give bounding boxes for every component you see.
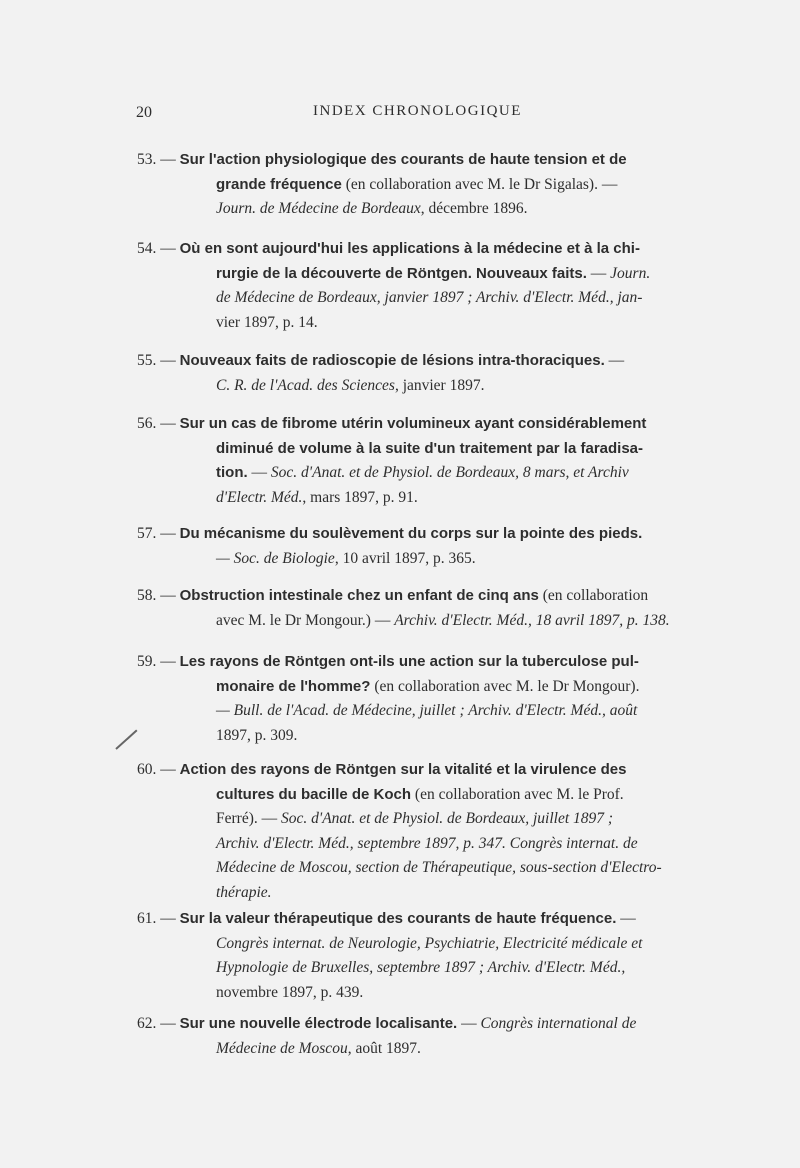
entry-detail: — [247, 464, 271, 481]
entry-number: 54. — [137, 240, 180, 257]
entry-title: Sur la valeur thérapeutique des courants de haute fréquence. [179, 910, 617, 927]
entry-line [137, 584, 727, 609]
entry-title: Sur l'action physiologique des courants de haute tension et de [179, 151, 627, 168]
entry-line [137, 486, 727, 511]
entry-source: thérapie. [216, 883, 272, 901]
entry-source: Archiv. d'Electr. Méd., 18 avril 1897, p. 138. [394, 611, 670, 629]
bibliography-entry [137, 349, 727, 398]
bibliography-entry [137, 584, 727, 633]
entry-source: — Soc. de Biologie [216, 549, 335, 567]
bibliography-entry [137, 758, 727, 905]
entry-title: Où en sont aujourd'hui les applications à la médecine et à la chi- [179, 240, 640, 257]
entry-detail: , décembre 1896. [420, 200, 528, 217]
entry-line [137, 197, 727, 222]
entry-line [137, 724, 727, 749]
entry-source: Médecine de Moscou [216, 1039, 348, 1057]
entry-detail: — [457, 1015, 481, 1032]
entry-title: Nouveaux faits de radioscopie de lésions intra-thoraciques. [179, 352, 605, 369]
entry-line [137, 758, 727, 783]
entry-source: Soc. d'Anat. et de Physiol. de Bordeaux, juillet 1897 ; [281, 810, 614, 827]
entry-line [137, 237, 727, 262]
entry-title: diminué de volume à la suite d'un traitement par la faradisa- [216, 439, 644, 457]
entry-line [137, 349, 727, 374]
entry-title: Obstruction intestinale chez un enfant de cinq ans [179, 587, 539, 604]
entry-line [137, 981, 727, 1006]
bibliography-entry [137, 650, 727, 748]
entry-detail: , 10 avril 1897, p. 365. [334, 549, 476, 567]
entry-detail: — [586, 264, 611, 282]
entry-number: 59. — [137, 653, 180, 670]
entry-number: 62. — [137, 1015, 180, 1032]
entry-detail: (en collaboration avec M. le Dr Mongour). [370, 677, 640, 695]
entry-detail: — [604, 352, 625, 369]
entry-source: Archiv. d'Electr. Méd., septembre 1897, p. 347. Congrès internat. de [216, 834, 638, 852]
entry-detail: vier 1897, p. 14. [216, 313, 318, 331]
entry-line [137, 461, 727, 486]
entry-number: 56. — [137, 415, 180, 432]
entry-line [137, 286, 727, 311]
entry-line [137, 956, 727, 981]
entry-line [137, 173, 727, 198]
entry-title: tion. [216, 464, 248, 481]
bibliography-entry [137, 148, 727, 222]
entry-line [137, 932, 727, 957]
entry-line [137, 437, 727, 462]
entry-source: Journ. [610, 264, 651, 282]
entry-line [137, 650, 727, 675]
entry-source: Hypnologie de Bruxelles, septembre 1897 ; Archiv. d'Electr. Méd., [216, 959, 626, 976]
entry-title: Sur une nouvelle électrode localisante. [179, 1015, 458, 1032]
entry-title: Les rayons de Röntgen ont-ils une action sur la tuberculose pul- [179, 653, 639, 670]
entry-source: d'Electr. Méd. [216, 488, 303, 506]
entry-line [137, 675, 727, 700]
entry-line [137, 1012, 727, 1037]
entry-detail: avec M. le Dr Mongour.) — [216, 611, 395, 629]
entry-title: cultures du bacille de Koch [216, 785, 412, 803]
entry-detail: (en collaboration [538, 587, 649, 604]
pencil-mark [115, 730, 137, 750]
entry-title: grande fréquence [216, 175, 342, 193]
entry-line [137, 807, 727, 832]
entry-line [137, 907, 727, 932]
entry-number: 58. — [137, 587, 180, 604]
entry-line [137, 783, 727, 808]
entry-number: 53. — [137, 151, 180, 168]
entry-source: Congrès international de [480, 1015, 637, 1032]
bibliography-entry [137, 1012, 727, 1061]
entry-detail: , mars 1897, p. 91. [302, 488, 418, 506]
entry-number: 61. — [137, 910, 180, 927]
entry-line [137, 832, 727, 857]
entry-source: de Médecine de Bordeaux, janvier 1897 ; Archiv. d'Electr. Méd., jan- [216, 289, 643, 306]
entry-number: 60. — [137, 761, 180, 778]
entry-line [137, 699, 727, 724]
entry-source: — Bull. de l'Acad. de Médecine, juillet ; Archiv. d'Electr. Méd., août [216, 702, 638, 719]
entry-detail: , janvier 1897. [394, 376, 485, 394]
entry-line [137, 609, 727, 634]
entry-line [137, 311, 727, 336]
entry-line [137, 1037, 727, 1062]
entry-number: 57. — [137, 525, 180, 542]
bibliography-entry [137, 907, 727, 1005]
entry-detail: 1897, p. 309. [216, 726, 298, 744]
entry-line [137, 412, 727, 437]
page-number: 20 [136, 104, 152, 121]
entry-line [137, 881, 727, 906]
entry-detail: (en collaboration avec M. le Prof. [411, 785, 624, 803]
entry-source: Journ. de Médecine de Bordeaux [216, 200, 421, 217]
entry-detail: novembre 1897, p. 439. [216, 983, 364, 1001]
entry-source: Congrès internat. de Neurologie, Psychiatrie, Electricité médicale et [216, 934, 643, 952]
entry-title: Action des rayons de Röntgen sur la vitalité et la virulence des [179, 761, 627, 778]
entry-line [137, 148, 727, 173]
entry-source: C. R. de l'Acad. des Sciences [216, 376, 395, 394]
entry-title: monaire de l'homme? [216, 677, 371, 695]
entry-line [137, 262, 727, 287]
entry-line [137, 856, 727, 881]
entry-detail: Ferré). — [216, 810, 281, 827]
entry-line [137, 522, 727, 547]
entry-source: Soc. d'Anat. et de Physiol. de Bordeaux, 8 mars, et Archiv [270, 464, 629, 481]
entry-line [137, 374, 727, 399]
bibliography-entry [137, 412, 727, 510]
entry-title: rurgie de la découverte de Röntgen. Nouveaux faits. [216, 264, 587, 282]
bibliography-entry [137, 237, 727, 335]
entry-line [137, 547, 727, 572]
entry-detail: (en collaboration avec M. le Dr Sigalas). — [341, 175, 618, 193]
entry-detail: — [616, 910, 636, 927]
bibliography-entry [137, 522, 727, 571]
entry-title: Du mécanisme du soulèvement du corps sur la pointe des pieds. [179, 525, 643, 542]
entry-title: Sur un cas de fibrome utérin volumineux ayant considérablement [179, 415, 647, 432]
entry-source: Médecine de Moscou, section de Thérapeutique, sous-section d'Electro- [216, 859, 662, 876]
entry-number: 55. — [137, 352, 180, 369]
running-header: INDEX CHRONOLOGIQUE [313, 103, 522, 119]
entry-detail: , août 1897. [347, 1039, 421, 1057]
